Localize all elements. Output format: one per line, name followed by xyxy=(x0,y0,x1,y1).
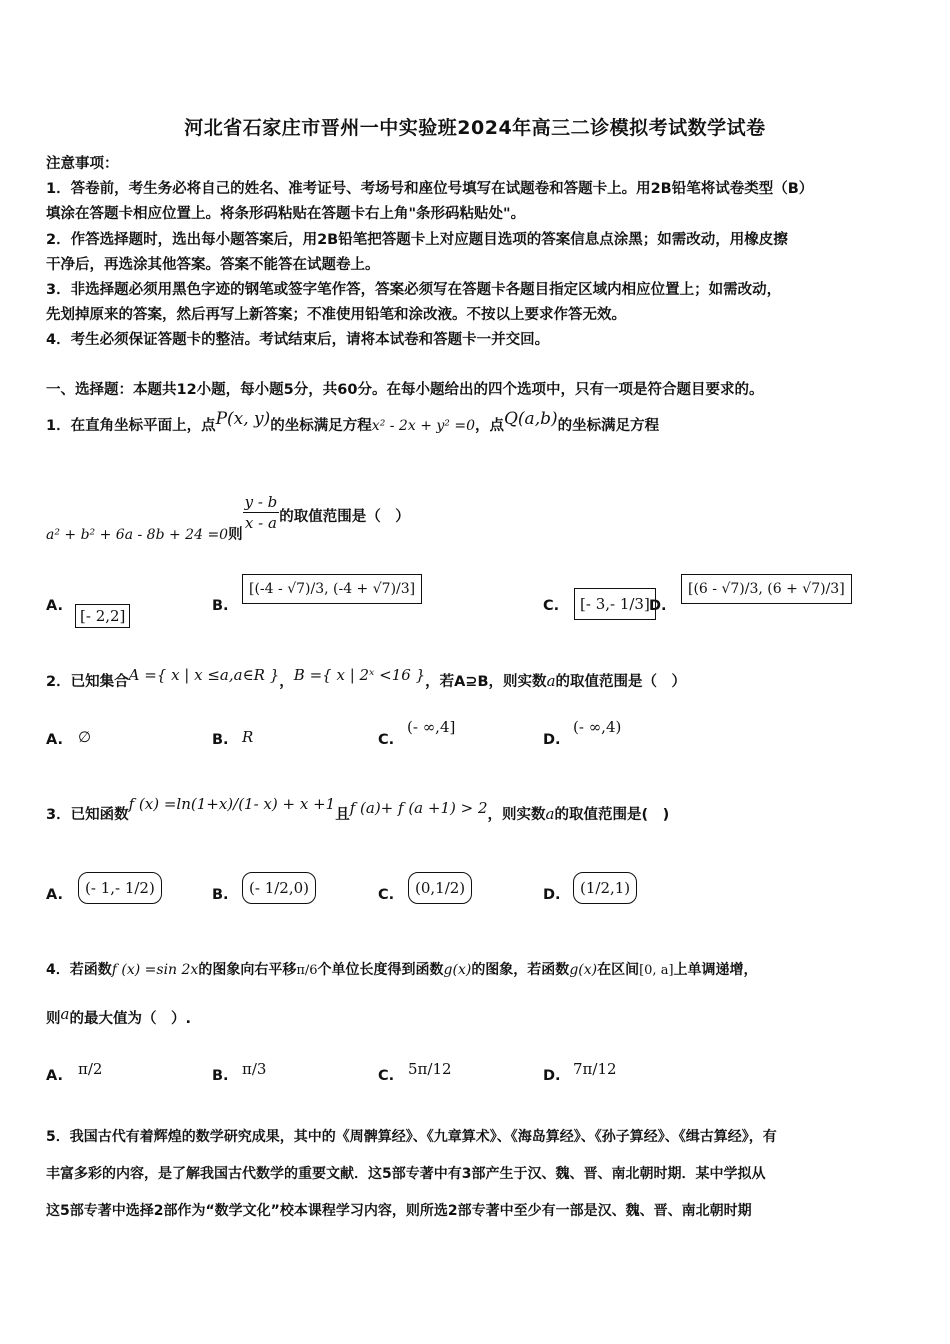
q4-option-d-label: D. xyxy=(543,1068,561,1084)
q1-point-q: Q(a,b) xyxy=(503,409,558,429)
q4-g-2: g(x) xyxy=(569,962,598,978)
q4-option-c-value: 5π/12 xyxy=(408,1060,452,1078)
q3-option-a-label: A. xyxy=(46,887,63,903)
q3-line xyxy=(46,795,670,824)
notice-line-7: 4．考生必须保证答题卡的整洁。考试结束后，请将本试卷和答题卡一并交回。 xyxy=(46,332,550,348)
q4-function: f (x) =sin 2x xyxy=(111,962,199,978)
q2-text-d: 的取值范围是（ ） xyxy=(555,674,687,690)
q3-var: a xyxy=(545,805,555,823)
q4-text-b: 的图象向右平移 xyxy=(198,962,297,978)
q4-option-c-label: C. xyxy=(378,1068,395,1084)
q1-text-b: 的坐标满足方程 xyxy=(270,418,372,434)
q3-option-b-text: (- 1/2,0) xyxy=(242,872,316,904)
q1-line xyxy=(46,409,660,435)
q1-fraction-denominator: x - a xyxy=(244,514,277,532)
q1-option-c-label: C. xyxy=(543,598,560,614)
q3-condition: f (a)+ f (a +1) > 2 xyxy=(349,799,488,817)
q1-text-c: ，点 xyxy=(474,418,504,434)
q3-text-d: 的取值范围是( ) xyxy=(554,807,670,823)
q3-option-c-value xyxy=(408,872,472,904)
q1-text-a: 1．在直角坐标平面上，点 xyxy=(46,418,216,434)
q3-text-a: 3．已知函数 xyxy=(46,807,129,823)
q1-option-d-value xyxy=(681,574,852,604)
q2-set-a: A ={ x | x ≤a,a∈R } xyxy=(128,666,280,684)
q4-line-2 xyxy=(46,1007,191,1028)
q4-option-b-value: π/3 xyxy=(242,1060,267,1078)
q5-line-3: 这5部专著中选择2部作为“数学文化”校本课程学习内容，则所选2部专著中至少有一部是汉、魏、晋、南北朝时期 xyxy=(46,1203,752,1219)
q4-shift: π/6 xyxy=(296,963,318,978)
q3-option-d-label: D. xyxy=(543,887,561,903)
q4-var: a xyxy=(60,1005,70,1023)
notice-line-1: 1．答卷前，考生务必将自己的姓名、准考证号、考场号和座位号填写在试题卷和答题卡上。用2B铅笔将试卷类型（B） xyxy=(46,181,814,197)
q1-equation-1: x² - 2x + y² =0 xyxy=(371,418,475,434)
q4-option-a-label: A. xyxy=(46,1068,63,1084)
notice-line-4: 干净后，再选涂其他答案。答案不能答在试题卷上。 xyxy=(46,257,380,273)
notice-heading: 注意事项： xyxy=(46,156,119,172)
q2-option-b-label: B. xyxy=(212,732,229,748)
q4-text-e: 在区间 xyxy=(597,962,640,978)
q4-line2-b: 的最大值为（ ）. xyxy=(69,1011,191,1027)
q3-option-c-label: C. xyxy=(378,887,395,903)
notice-line-2: 填涂在答题卡相应位置上。将条形码粘贴在答题卡右上角"条形码粘贴处"。 xyxy=(46,206,526,222)
q1-option-b-text: [(-4 - √7)/3, (-4 + √7)/3] xyxy=(242,574,422,604)
q5-line-2: 丰富多彩的内容，是了解我国古代数学的重要文献．这5部专著中有3部产生于汉、魏、晋、南北朝时期．某中学拟从 xyxy=(46,1166,766,1182)
q3-function: f (x) =ln(1+x)/(1- x) + x +1 xyxy=(128,795,336,813)
q2-option-c-value: (- ∞,4] xyxy=(407,718,456,736)
q1-option-c-value xyxy=(574,588,656,620)
page-title: 河北省石家庄市晋州一中实验班2024年高三二诊模拟考试数学试卷 xyxy=(184,117,766,139)
q1-option-d-label: D. xyxy=(649,598,667,614)
q2-text-c: ，若A⊇B，则实数 xyxy=(425,674,547,690)
q1-text-d: 的坐标满足方程 xyxy=(557,418,660,434)
q4-text-d: 的图象，若函数 xyxy=(471,962,570,978)
notice-line-6: 先划掉原来的答案，然后再写上新答案；不准使用铅笔和涂改液。不按以上要求作答无效。 xyxy=(46,307,626,323)
q1-option-b-label: B. xyxy=(212,598,229,614)
q1-text-f: 的取值范围是（ ） xyxy=(279,508,410,525)
q4-text-a: 4．若函数 xyxy=(46,962,112,978)
q2-option-a-label: A. xyxy=(46,732,63,748)
q3-option-a-text: (- 1,- 1/2) xyxy=(78,872,162,904)
q3-option-a-value xyxy=(78,872,162,904)
q4-text-c: 个单位长度得到函数 xyxy=(317,962,444,978)
notice-line-5: 3．非选择题必须用黑色字迹的钢笔或签字笔作答，答案必须写在答题卡各题目指定区域内相应位置上；如需改动， xyxy=(46,282,782,298)
q3-text-b: 且 xyxy=(335,807,350,823)
q1-fraction-numerator: y - b xyxy=(244,493,278,511)
q4-text-f: 上单调递增， xyxy=(673,962,758,978)
q1-equation-2: a² + b² + 6a - 8b + 24 =0 xyxy=(46,526,229,543)
q3-option-d-value xyxy=(573,872,637,904)
q3-option-b-label: B. xyxy=(212,887,229,903)
q4-line xyxy=(46,959,758,979)
q1-text-e: 则 xyxy=(228,526,243,543)
q3-option-b-value xyxy=(242,872,316,904)
q2-line xyxy=(46,666,687,691)
q2-var: a xyxy=(546,672,556,690)
q2-option-c-label: C. xyxy=(378,732,395,748)
q4-interval: [0, a] xyxy=(639,963,674,978)
q2-option-d-label: D. xyxy=(543,732,561,748)
q4-line2-a: 则 xyxy=(46,1011,61,1027)
q4-option-d-value: 7π/12 xyxy=(573,1060,617,1078)
q1-fraction xyxy=(243,492,280,533)
q3-option-c-text: (0,1/2) xyxy=(408,872,472,904)
q4-option-a-value: π/2 xyxy=(78,1060,103,1078)
q1-point-p: P(x, y) xyxy=(215,409,271,429)
q2-text-a: 2．已知集合 xyxy=(46,674,129,690)
q1-option-a-text: [- 2,2] xyxy=(75,604,130,628)
q1-option-a-value xyxy=(75,604,130,628)
q4-g: g(x) xyxy=(443,962,472,978)
q1-option-d-text: [(6 - √7)/3, (6 + √7)/3] xyxy=(681,574,852,604)
q2-set-b: B ={ x | 2ˣ <16 } xyxy=(293,666,426,684)
section-heading: 一、选择题：本题共12小题，每小题5分，共60分。在每小题给出的四个选项中，只有一项是符合题目要求的。 xyxy=(46,382,764,398)
q2-option-a-value: ∅ xyxy=(78,728,92,746)
q1-option-c-text: [- 3,- 1/3] xyxy=(574,588,656,620)
notice-line-3: 2．作答选择题时，选出每小题答案后，用2B铅笔把答题卡上对应题目选项的答案信息点涂黑；如需改动，用橡皮擦 xyxy=(46,232,788,248)
q4-option-b-label: B. xyxy=(212,1068,229,1084)
q2-option-b-value: R xyxy=(242,728,254,746)
q1-option-b-value xyxy=(242,574,422,604)
q3-option-d-text: (1/2,1) xyxy=(573,872,637,904)
q3-text-c: ，则实数 xyxy=(487,807,546,823)
q2-text-b: ， xyxy=(279,674,294,690)
q1-line-2 xyxy=(46,490,410,543)
q1-option-a-label: A. xyxy=(46,598,63,614)
q5-line-1: 5．我国古代有着辉煌的数学研究成果，其中的《周髀算经》、《九章算术》、《海岛算经》、《孙子算经》、《缉古算经》，有 xyxy=(46,1129,777,1145)
q2-option-d-value: (- ∞,4) xyxy=(573,718,622,736)
